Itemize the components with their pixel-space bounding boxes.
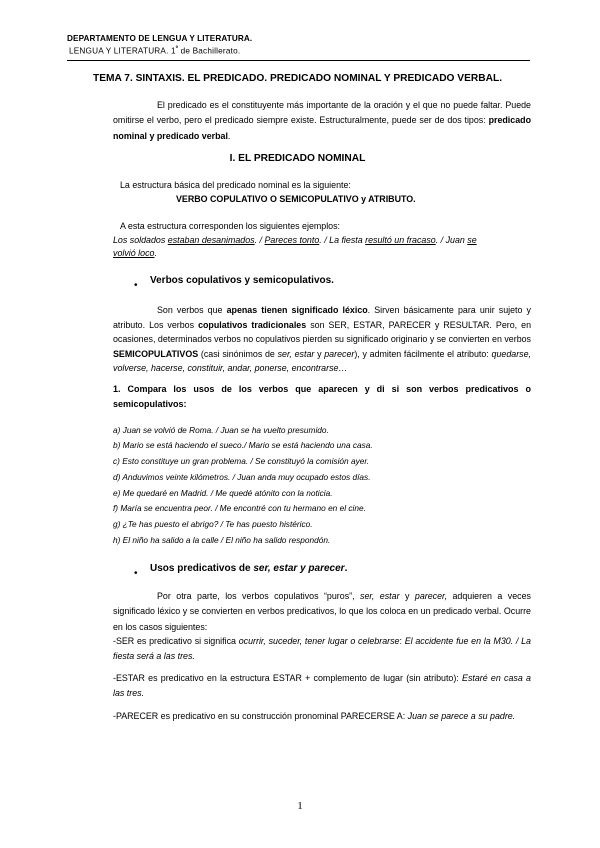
exercise-item: e) Me quedaré en Madrid. / Me quedé atónito con la noticia. xyxy=(113,488,333,498)
section-heading: I. EL PREDICADO NOMINAL xyxy=(229,153,366,164)
examples-intro: A esta estructura corresponden los siguientes ejemplos: xyxy=(120,221,341,231)
exercise-item: g) ¿Te has puesto el abrigo? / Te has puesto histérico. xyxy=(113,519,313,529)
ser-paragraph: -SER es predicativo si significa ocurrir, suceder, tener lugar o celebrarse: El accidente fue en la M30. / La fiesta será a las tres. xyxy=(113,636,531,662)
subsection-heading-usos: Usos predicativos de ser, estar y parecer. xyxy=(150,563,348,574)
page-title: TEMA 7. SINTAXIS. EL PREDICADO. PREDICADO NOMINAL Y PREDICADO VERBAL. xyxy=(92,73,503,84)
structure-formula: VERBO COPULATIVO O SEMICOPULATIVO y ATRIBUTO. xyxy=(176,194,416,204)
course-header: LENGUA Y LITERATURA. $1^º$ de Bachillerato. xyxy=(69,46,241,56)
usos-paragraph: Por otra parte, los verbos copulativos “puros”, ser, estar y parecer, adquieren a veces significado léxico y se convierten en verbos predicativos, lo que los coloca en un predicado verbal. Ocurre en los casos siguientes: xyxy=(113,591,531,632)
exercise-item: c) Esto constituye un gran problema. / Se constituyó la comisión ayer. xyxy=(113,456,370,466)
copulativos-paragraph: Son verbos que apenas tienen significado léxico. Sirven básicamente para unir sujeto y atributo. Los verbos copulativos tradicionales son SER, ESTAR, PARECER y RESULTAR. Pero, en ocasiones, determinados verbos no copulativos pierden su significado originario y se convierten en verbos SEMICOPULATIVOS (casi sinónimos de ser, estar y parecer), y admiten fácilmente el atributo: quedarse, volverse, hacerse, constituir, andar, ponerse, encontrarse… xyxy=(113,305,532,374)
parecer-paragraph: -PARECER es predicativo en su construcción pronominal PARECERSE A: Juan se parece a su padre. xyxy=(113,711,516,721)
exercise-heading: 1. Compara los usos de los verbos que aparecen y di si son verbos predicativos o semicopulativos: xyxy=(113,384,531,410)
subsection-heading-copulativos: Verbos copulativos y semicopulativos. xyxy=(150,275,334,286)
structure-intro: La estructura básica del predicado nominal es la siguiente: xyxy=(120,180,351,190)
exercise-item: a) Juan se volvió de Roma. / Juan se ha vuelto presumido. xyxy=(113,425,329,435)
bullet-icon: • xyxy=(134,280,138,291)
estar-paragraph: -ESTAR es predicativo en la estructura ESTAR + complemento de lugar (sin atributo): Estaré en casa a las tres. xyxy=(113,673,531,699)
intro-paragraph: El predicado es el constituyente más importante de la oración y el que no puede faltar. Puede omitirse el verbo, pero el predicado siempre existe. Estructuralmente, puede ser de dos tipos: predicado nominal y predicado verbal. xyxy=(113,100,531,141)
exercise-item: d) Anduvimos veinte kilómetros. / Juan anda muy ocupado estos días. xyxy=(113,472,371,482)
examples-line-1: Los soldados estaban desanimados. / Pareces tonto. / La fiesta resultó un fracaso. / Juan se xyxy=(113,235,477,245)
exercise-item: f) María se encuentra peor. / Me encontré con tu hermano en el cine. xyxy=(113,503,366,513)
exercise-item: b) Mario se está haciendo el sueco./ Mario se está haciendo una casa. xyxy=(113,440,373,450)
header-rule xyxy=(67,60,530,61)
page-number: 1 xyxy=(297,800,303,812)
bullet-icon: • xyxy=(134,568,138,579)
exercise-item: h) El niño ha salido a la calle / El niño ha salido respondón. xyxy=(113,535,331,545)
department-header: DEPARTAMENTO DE LENGUA Y LITERATURA. xyxy=(67,34,253,43)
examples-line-2: volvió loco. xyxy=(113,248,157,258)
